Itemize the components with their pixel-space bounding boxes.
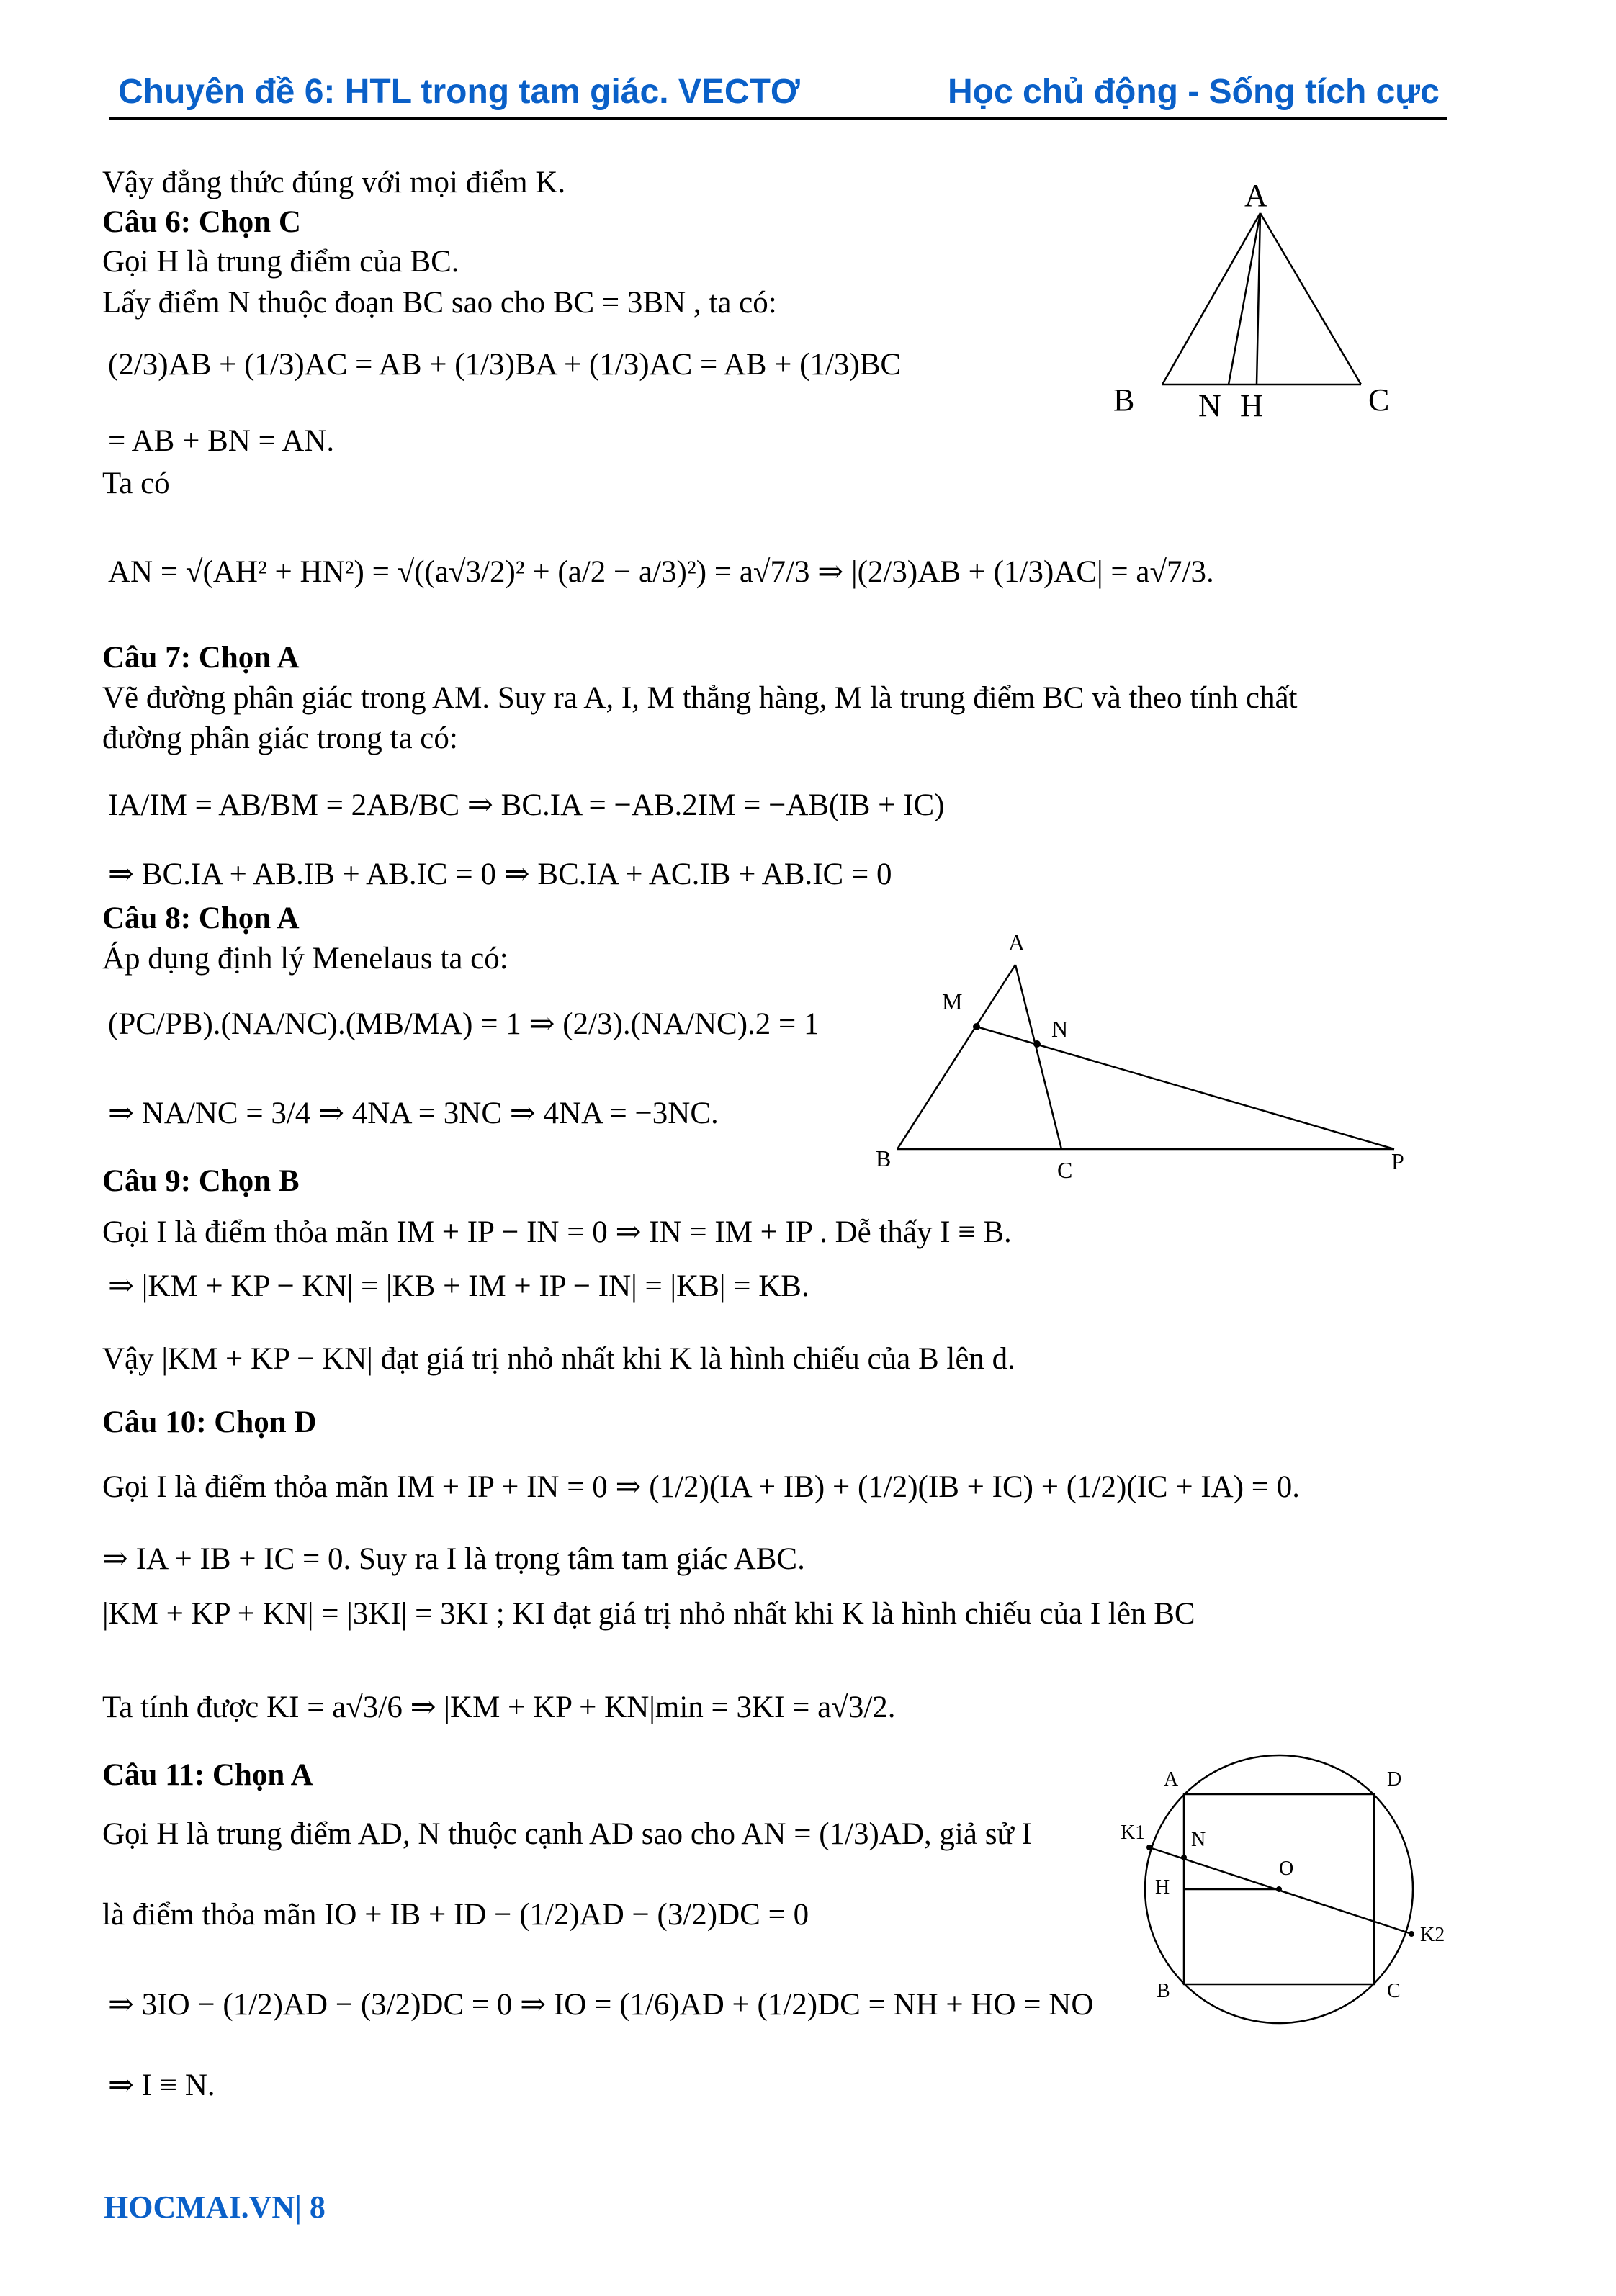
fig3-label-h: H <box>1155 1876 1170 1899</box>
q6-title: Câu 6: Chọn C <box>102 205 301 239</box>
q7-equation-2: ⇒ BC.IA + AB.IB + AB.IC = 0 ⇒ BC.IA + AC.IB + AB.IC = 0 <box>108 857 892 891</box>
fig2-side-ac <box>1015 965 1061 1149</box>
fig1-label-b: B <box>1113 382 1135 418</box>
fig2-point-n <box>1033 1040 1041 1048</box>
q8-equation-1: (PC/PB).(NA/NC).(MB/MA) = 1 ⇒ (2/3).(NA/NC).2 = 1 <box>108 1007 820 1041</box>
fig3-label-n: N <box>1191 1829 1206 1851</box>
fig3-point-k1 <box>1146 1845 1152 1850</box>
fig3-label-k2: K2 <box>1420 1924 1445 1946</box>
q11-line1-text: Gọi H là trung điểm AD, N thuộc cạnh AD sao cho <box>102 1817 735 1851</box>
header-title: Chuyên đề 6: HTL trong tam giác. VECTƠ <box>118 73 800 111</box>
q10-title: Câu 10: Chọn D <box>102 1405 317 1439</box>
fig2-labels <box>876 929 1404 1183</box>
q9-line1-math: IM + IP − IN = 0 ⇒ IN = IM + IP <box>396 1215 812 1249</box>
q9-line2-tail: đạt giá trị nhỏ nhất khi K là hình chiếu của B lên d. <box>380 1342 1015 1376</box>
fig2-label-b: B <box>876 1145 892 1171</box>
q9-line1-text: Gọi I là điểm thỏa mãn <box>102 1215 389 1249</box>
q6-equation-3: AN = √(AH² + HN²) = √((a√3/2)² + (a/2 − a/3)²) = a√7/3 ⇒ |(2/3)AB + (1/3)AC| = a√7/3. <box>108 555 1214 589</box>
fig3-label-a: A <box>1164 1768 1179 1791</box>
fig2-label-a: A <box>1008 929 1025 955</box>
fig2-label-m: M <box>942 989 963 1014</box>
q10-line4-math: KI = a√3/6 ⇒ |KM + KP + KN|min = 3KI = a√3/2. <box>266 1691 896 1724</box>
q9-title: Câu 9: Chọn B <box>102 1164 300 1198</box>
q7-line1: Vẽ đường phân giác trong AM. Suy ra A, I, M thẳng hàng, M là trung điểm BC và theo tính chất <box>102 681 1298 715</box>
figure-triangle-abc <box>1162 213 1361 384</box>
fig1-label-n: N <box>1198 388 1221 423</box>
q7-title: Câu 7: Chọn A <box>102 641 300 675</box>
fig2-label-n: N <box>1051 1016 1069 1042</box>
q11-title: Câu 11: Chọn A <box>102 1758 313 1792</box>
fig3-label-o: O <box>1279 1858 1294 1880</box>
fig1-label-a: A <box>1244 178 1267 213</box>
fig1-label-c: C <box>1368 382 1390 418</box>
q9-line1-tail: I ≡ B. <box>940 1215 1012 1249</box>
fig3-point-k2 <box>1409 1931 1414 1937</box>
q9-line1-mid: . Dễ thấy <box>820 1215 933 1249</box>
fig1-labels <box>1113 178 1389 423</box>
fig1-segment-an <box>1229 213 1260 384</box>
q10-line3-math: |KM + KP + KN| = |3KI| = 3KI ; <box>102 1597 505 1631</box>
q10-line4-text: Ta tính được <box>102 1691 259 1724</box>
q11-equation-1: ⇒ 3IO − (1/2)AD − (3/2)DC = 0 ⇒ IO = (1/6)AD + (1/2)DC = NH + HO = NO <box>108 1988 1094 2022</box>
q11-line2-text: là điểm thỏa mãn <box>102 1898 317 1932</box>
q7-line2: đường phân giác trong ta có: <box>102 721 458 755</box>
q8-line1: Áp dụng định lý Menelaus ta có: <box>102 942 508 976</box>
q9-equation-1: ⇒ |KM + KP − KN| = |KB + IM + IP − IN| = |KB| = KB. <box>108 1269 809 1303</box>
fig3-label-d: D <box>1387 1768 1402 1791</box>
header-slogan: Học chủ động - Sống tích cực <box>948 73 1440 111</box>
fig3-label-b: B <box>1157 1980 1170 2002</box>
fig1-segment-ah <box>1257 213 1260 384</box>
q10-line2-tail: I là trọng tâm tam giác ABC. <box>446 1542 805 1576</box>
q10-line2-text: . Suy ra <box>343 1542 439 1576</box>
q10-line1-math: IM + IP + IN = 0 ⇒ (1/2)(IA + IB) + (1/2)(IB + IC) + (1/2)(IC + IA) = 0. <box>396 1470 1301 1504</box>
q8-equation-2: ⇒ NA/NC = 3/4 ⇒ 4NA = 3NC ⇒ 4NA = −3NC. <box>108 1097 719 1130</box>
q11-line2-math: IO + IB + ID − (1/2)AD − (3/2)DC = 0 <box>324 1898 809 1932</box>
q11-line1-math: AN = (1/3)AD <box>741 1817 924 1851</box>
q6-line2-tail: , ta có: <box>693 286 777 320</box>
q10-line2-math: ⇒ IA + IB + IC = 0 <box>102 1542 344 1576</box>
q6-equation-2: = AB + BN = AN. <box>108 424 335 458</box>
fig1-side-ab <box>1162 213 1260 384</box>
fig3-label-c: C <box>1387 1980 1401 2002</box>
q6-line3: Ta có <box>102 467 170 500</box>
q11-line1-tail: , giả sử I <box>923 1817 1032 1851</box>
q5-conclusion: Vậy đẳng thức đúng với mọi điểm K. <box>102 166 566 199</box>
fig1-label-h: H <box>1240 388 1263 423</box>
q9-line2-math: |KM + KP − KN| <box>161 1342 373 1376</box>
footer-page-label: HOCMAI.VN| 8 <box>104 2189 326 2225</box>
fig3-point-o <box>1276 1886 1282 1892</box>
q10-line1-text: Gọi I là điểm thỏa mãn <box>102 1470 389 1504</box>
q6-line2-text: Lấy điểm N thuộc đoạn BC sao cho <box>102 286 546 320</box>
q11-equation-2: ⇒ I ≡ N. <box>108 2068 215 2102</box>
q6-line2-math: BC = 3BN <box>552 286 686 320</box>
fig3-label-k1: K1 <box>1121 1822 1146 1844</box>
fig2-label-c: C <box>1057 1157 1073 1183</box>
q6-equation-1: (2/3)AB + (1/3)AC = AB + (1/3)BA + (1/3)AC = AB + (1/3)BC <box>108 348 902 382</box>
q7-equation-1: IA/IM = AB/BM = 2AB/BC ⇒ BC.IA = −AB.2IM = −AB(IB + IC) <box>108 788 945 822</box>
q10-line3-text: KI đạt giá trị nhỏ nhất khi K là hình chiếu của I lên BC <box>512 1597 1195 1631</box>
fig3-point-n <box>1181 1855 1187 1860</box>
fig2-point-m <box>973 1023 980 1030</box>
q6-line1: Gọi H là trung điểm của BC. <box>102 245 459 279</box>
fig1-side-ac <box>1260 213 1361 384</box>
fig2-label-p: P <box>1391 1148 1404 1174</box>
q9-line2-text: Vậy <box>102 1342 154 1376</box>
q8-title: Câu 8: Chọn A <box>102 901 300 935</box>
figure-menelaus <box>897 965 1394 1149</box>
